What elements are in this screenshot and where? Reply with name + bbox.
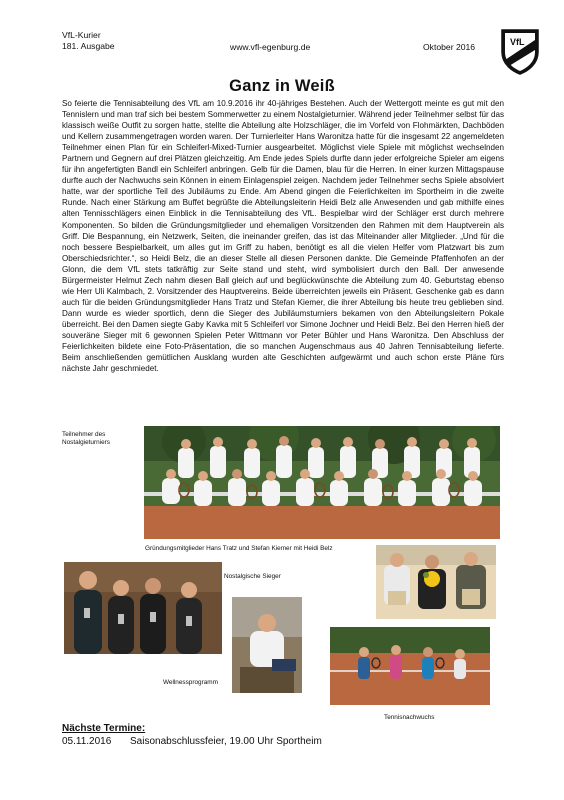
issue-number: 181. Ausgabe — [62, 41, 115, 51]
club-logo — [498, 26, 542, 76]
next-event-date: 05.11.2016 — [62, 736, 112, 747]
photo-winners — [64, 562, 222, 654]
issue-date: Oktober 2016 — [423, 42, 476, 52]
caption-winners: Nostalgische Sieger — [224, 573, 281, 580]
caption-participants: Teilnehmer des Nostalgieturniers — [62, 431, 110, 446]
newsletter-name: VfL-Kurier — [62, 30, 101, 40]
header-left — [62, 30, 115, 52]
caption-youth: Tennisnachwuchs — [384, 714, 435, 721]
photo-wellness — [232, 597, 302, 693]
caption-founders: Gründungsmitglieder Hans Tratz und Stefan Kiemer mit Heidi Belz — [145, 545, 333, 552]
article-title: Ganz in Weiß — [229, 77, 335, 95]
photo-group-participants — [144, 426, 500, 539]
next-events-heading: Nächste Termine: — [62, 723, 146, 734]
next-event-row — [62, 736, 322, 747]
photo-youth — [330, 627, 490, 705]
logo-letters: VfL — [510, 37, 525, 47]
article-body: So feierte die Tennisabteilung des VfL am 10.9.2016 ihr 40-jähriges Bestehen. Auch der Wettergott meinte es gut mit den Tennislern und man traf sich bei bestem Sommerwetter zu einem Nostalgieturnier. Während jeder Teilnehmer selbst für das klassisch weiße Outfit zu sorgen hatte, stellte die Abteilung alte Holzschläger, die im Vorfeld von Flohmärkten, Dachböden und Kellern zusammengetragen worden waren. Der Turnierleiter Hans Waronitza hatte für die insgesamt 22 angemeldeten Teilnehmer einen Plan für ein Schleiferl-Mixed-Turnier ausgearbeitet. Möglichst viele Spiele mit möglichst wechselnden Partnern und Gegnern auf drei Plätzen gleichzeitig. Am Ende jedes Spiels durfte dann jeder erfolgreiche Spieler am eigens für ihn angefertigten Bandl ein Schleiferl anbringen. Gelb für die Damen, blau für die Herren. In einer kurzen Mittagspause durfte auch der Nachwuchs sein Können in einem Einlagenspiel zeigen. Nachdem jeder Teilnehmer sechs Spiele absolviert hatte, war der sportliche Teil des Jubiläums zu Ende. Am Abend gingen die Feierlichkeiten im Sportheim in die zweite Runde. Nach einer Stärkung am Buffet begrüßte die Abteilungsleiterin Heidi Belz alle Anwesenden und gab mithilfe eines alten Tennisschlägers einen Einblick in die Tennisabteilung des VfL. Bespielbar wird der Schläger erst durch mehrere Komponenten. So bilden die Gründungsmitglieder und ehemaligen Vorsitzenden den Rahmen mit dem Hauptverein als Griff. Die Bespannung, ein Netzwerk, Seiten, die ineinander greifen, das ist das Miteinander aller Mitglieder. „Und für die noch bessere Bespielbarkeit, um alles gut im Griff zu haben, benötigt es all die vielen Helfer vom Platzwart bis zum Oberschiedsrichter.“, so Heidi Belz, die an dieser Stelle all diesen Personen dankte. Die Gemeinde Pfaffenhofen an der Glonn, die dem VfL stets tatkräftig zur Seite stand und steht, wird symbolisiert durch den Ball. Der anwesende Bürgermeister Helmut Zech nahm diesen Ball gleich auf und beglückwünschte die Abteilung zum 40. Geburtstag ebenso wie Herr Uli Kalmbach, 2. Vorsitzender des Hauptvereins. Beide überreichten jeweils ein Präsent. Geschenke gab es dann auch für die beiden Gründungsmitglieder Hans Tratz und Stefan Kiemer, die ihrer Abteilung bis heute treu geblieben sind. Dann wurde es wieder sportlich, denn die Sieger des Jubiläumsturniers bekamen von den Abteilungsleitern Pokale überreicht. Bei den Damen siegte Gaby Kavka mit 5 Schleiferl vor Simone Jochner und Heidi Belz. Bei den Herren hieß der souveräne Sieger mit 6 gewonnen Spielen Peter Wittmann vor Peter Bühler und Hans Waronitza. Den Abschluss der Feierlichkeiten bildete eine Foto-Präsentation, die so manchen Augenschmaus aus 40 Jahren Tennisabteilung lieferte. Beim anschließenden gemütlichen Ausklang wurden alte Geschichten aufgewärmt und auch schon erste Pläne fürs nächste Jahr geschmiedet. — [62, 99, 504, 374]
next-event-description: Saisonabschlussfeier, 19.00 Uhr Sportheim — [130, 736, 322, 747]
website-url[interactable]: www.vfl-egenburg.de — [230, 42, 311, 52]
photo-founders — [376, 545, 496, 619]
caption-wellness: Wellnessprogramm — [163, 679, 218, 686]
